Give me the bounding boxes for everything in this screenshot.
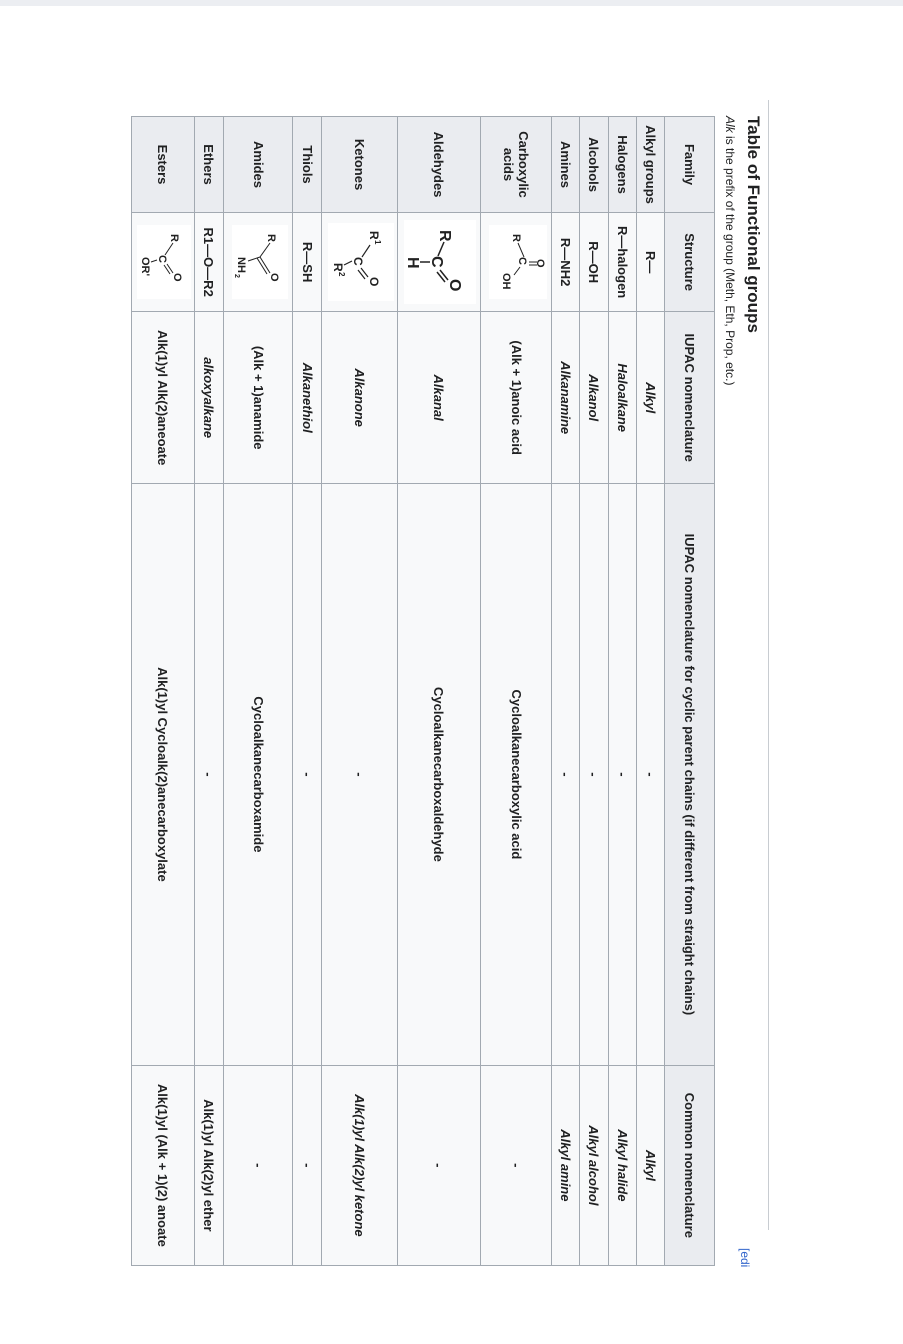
svg-text:C: C <box>156 255 169 264</box>
iupac-cell: Alk(1)yl Alk(2)aneoate <box>132 312 195 484</box>
structure-cell <box>397 213 481 312</box>
table-row <box>322 117 397 1266</box>
structure-cell: R—OH <box>580 213 608 312</box>
cyclic-cell: - <box>580 484 608 1066</box>
svg-text:2: 2 <box>232 274 240 279</box>
common-cell: - <box>397 1065 481 1265</box>
table-row <box>397 117 481 1266</box>
iupac-cell <box>580 312 608 484</box>
iupac-text: Alkyl <box>642 382 658 414</box>
ester-structure-image <box>137 225 191 299</box>
header-iupac: IUPAC nomenclature <box>665 312 715 484</box>
iupac-text: Alkanone <box>351 368 367 427</box>
common-text: Alkyl <box>642 1149 658 1181</box>
ketone-diagram <box>330 229 392 295</box>
table-row <box>293 117 322 1266</box>
cyclic-cell: Alk(1)yl Cycloalk(2)anecarboxylate <box>132 484 195 1066</box>
svg-text:O: O <box>446 279 464 292</box>
structure-cell: R— <box>636 213 664 312</box>
aldehyde-structure-image <box>404 220 476 304</box>
svg-text:1: 1 <box>372 240 382 245</box>
svg-text:OR': OR' <box>139 257 152 277</box>
iupac-cell <box>552 312 580 484</box>
cyclic-cell: - <box>322 484 397 1066</box>
iupac-text: alkoxyalkane <box>201 357 217 439</box>
carboxylic-acid-diagram <box>491 231 545 293</box>
table-row <box>608 117 636 1266</box>
family-cell: Alkyl groups <box>636 117 664 213</box>
iupac-text: Alkanal <box>431 374 447 421</box>
iupac-cell <box>608 312 636 484</box>
header-iupac-cyclic: IUPAC nomenclature for cyclic parent chains (if different from straight chains) <box>665 484 715 1066</box>
caption-prefix: Alk <box>723 116 737 133</box>
caption-text: is the prefix of the group (Meth, Eth, Prop, etc.) <box>723 132 737 386</box>
family-cell: Ethers <box>194 117 223 213</box>
iupac-cell <box>322 312 397 484</box>
cyclic-cell: - <box>552 484 580 1066</box>
family-cell: Amides <box>224 117 293 213</box>
carboxylic-acid-structure-image <box>489 225 547 299</box>
cyclic-cell: Cycloalkanecarboxamide <box>224 484 293 1066</box>
svg-text:R: R <box>168 234 181 243</box>
structure-cell <box>224 213 293 312</box>
common-cell: - <box>293 1065 322 1265</box>
family-cell: Amines <box>552 117 580 213</box>
family-cell: Ketones <box>322 117 397 213</box>
amide-structure-image <box>232 225 288 299</box>
family-cell: Halogens <box>608 117 636 213</box>
header-structure: Structure <box>665 213 715 312</box>
table-row <box>194 117 223 1266</box>
structure-cell: R—NH2 <box>552 213 580 312</box>
common-text: Alkyl halide <box>614 1129 630 1202</box>
cyclic-cell: - <box>608 484 636 1066</box>
ketone-structure-image <box>328 223 394 301</box>
common-text: Alkyl alcohol <box>586 1125 602 1206</box>
iupac-cell <box>293 312 322 484</box>
svg-text:NH: NH <box>234 257 247 274</box>
common-cell: - <box>224 1065 293 1265</box>
iupac-cell: (Alk + 1)anamide <box>224 312 293 484</box>
family-cell: Aldehydes <box>397 117 481 213</box>
common-cell <box>636 1065 664 1265</box>
svg-text:R: R <box>509 234 522 243</box>
structure-cell <box>132 213 195 312</box>
svg-text:O: O <box>171 273 184 282</box>
svg-text:C: C <box>428 256 446 268</box>
iupac-text: Alkanethiol <box>299 362 315 433</box>
svg-text:O: O <box>267 273 280 282</box>
structure-cell: R—SH <box>293 213 322 312</box>
svg-text:C: C <box>350 257 365 266</box>
table-row <box>132 117 195 1266</box>
cyclic-cell: Cycloalkanecarboxylic acid <box>481 484 552 1066</box>
structure-cell <box>481 213 552 312</box>
section-divider <box>768 100 769 1230</box>
family-cell: Alcohols <box>580 117 608 213</box>
edit-link[interactable]: [edi <box>738 1248 752 1268</box>
cyclic-cell: - <box>636 484 664 1066</box>
svg-text:R: R <box>366 231 381 240</box>
common-cell <box>608 1065 636 1265</box>
iupac-cell: (Alk + 1)anoic acid <box>481 312 552 484</box>
amide-diagram <box>234 231 286 293</box>
iupac-text: Haloalkane <box>614 363 630 432</box>
svg-text:R: R <box>436 230 454 242</box>
table-row <box>481 117 552 1266</box>
iupac-cell <box>397 312 481 484</box>
table-header-row <box>665 117 715 1266</box>
table-row <box>636 117 664 1266</box>
table-row <box>224 117 293 1266</box>
aldehyde-diagram <box>406 226 474 298</box>
table-row <box>580 117 608 1266</box>
structure-cell: R—halogen <box>608 213 636 312</box>
table-caption <box>723 116 737 385</box>
table-row <box>552 117 580 1266</box>
svg-text:O: O <box>366 277 381 287</box>
common-cell: Alk(1)yl Alk(2)yl ether <box>194 1065 223 1265</box>
svg-text:H: H <box>404 257 422 269</box>
family-cell: Esters <box>132 117 195 213</box>
family-cell: Carboxylic acids <box>481 117 552 213</box>
common-cell: Alk(1)yl (Alk + 1)(2) anoate <box>132 1065 195 1265</box>
iupac-text: Alkanol <box>586 374 602 422</box>
common-cell <box>322 1065 397 1265</box>
header-common: Common nomenclature <box>665 1065 715 1265</box>
iupac-cell <box>636 312 664 484</box>
ester-diagram <box>139 231 189 293</box>
cyclic-cell: Cycloalkanecarboxaldehyde <box>397 484 481 1066</box>
svg-text:2: 2 <box>336 272 346 277</box>
common-cell <box>580 1065 608 1265</box>
svg-text:R: R <box>330 263 345 272</box>
header-family: Family <box>665 117 715 213</box>
common-text: Alk(1)yl Alk(2)yl ketone <box>351 1094 367 1237</box>
iupac-text: Alkanamine <box>558 361 574 435</box>
cyclic-cell: - <box>194 484 223 1066</box>
svg-text:O: O <box>533 259 546 268</box>
structure-cell <box>322 213 397 312</box>
cyclic-cell: - <box>293 484 322 1066</box>
svg-text:OH: OH <box>499 273 512 290</box>
svg-text:C: C <box>515 257 528 266</box>
common-cell: - <box>481 1065 552 1265</box>
common-cell <box>552 1065 580 1265</box>
svg-text:R: R <box>264 234 277 243</box>
common-text: Alkyl amine <box>558 1129 574 1202</box>
family-cell: Thiols <box>293 117 322 213</box>
iupac-cell <box>194 312 223 484</box>
functional-groups-table <box>131 116 715 1266</box>
structure-cell: R1—O—R2 <box>194 213 223 312</box>
section-title: Table of Functional groups <box>744 116 763 333</box>
